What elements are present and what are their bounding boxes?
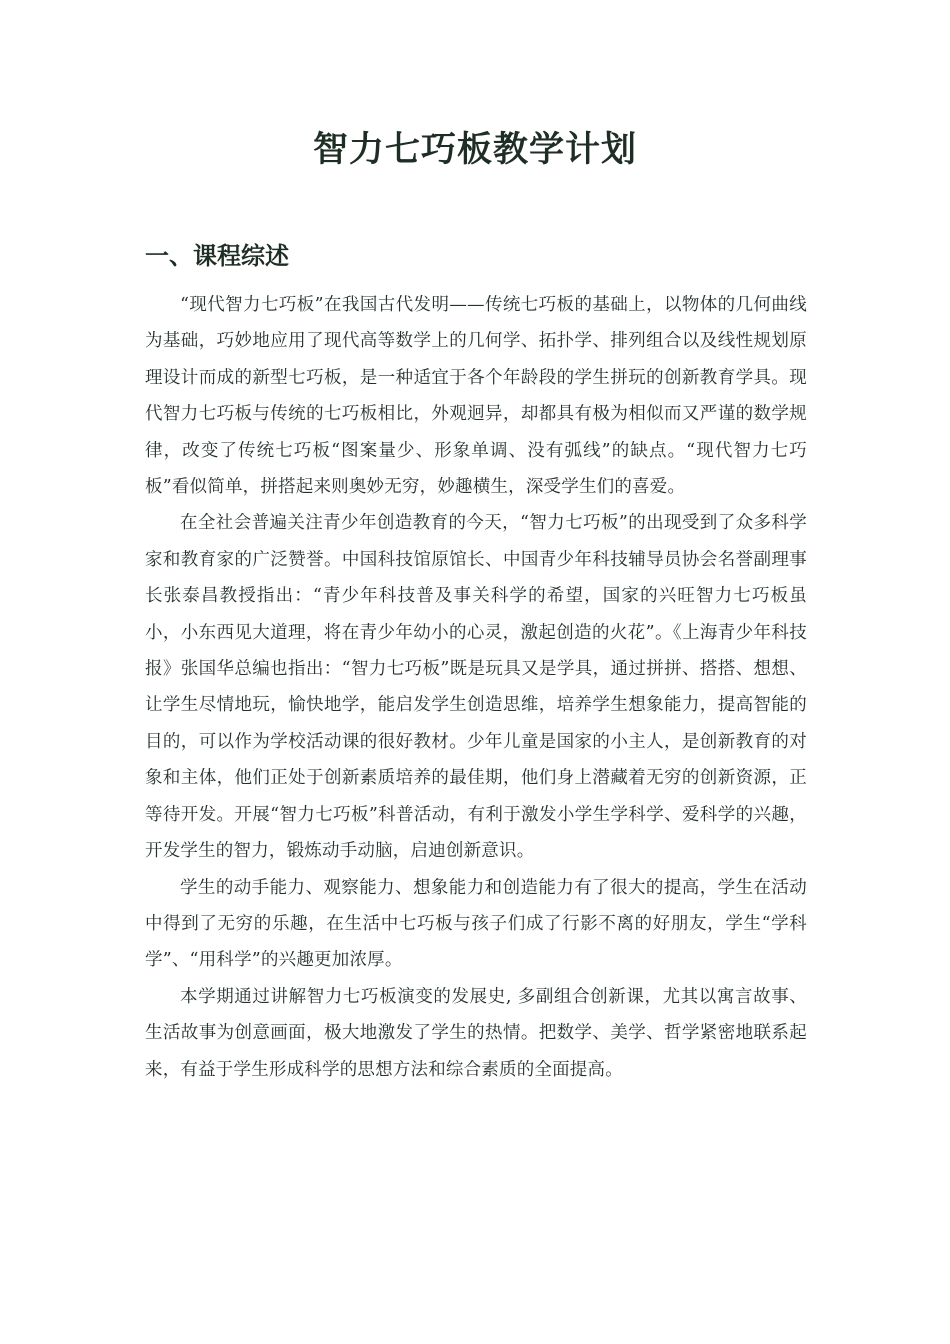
document-title: 智力七巧板教学计划 [312, 130, 637, 170]
paragraph-1: “现代智力七巧板”在我国古代发明——传统七巧板的基础上，以物体的几何曲线为基础，巧妙地应用了现代高等数学上的几何学、拓扑学、排列组合以及线性规划原理设计而成的新型七巧板，是一种适宜于各个年龄段的学生拼玩的创新教育学具。现代智力七巧板与传统的七巧板相比，外观迥异，却都具有极为相似而又严谨的数学规律，改变了传统七巧板“图案量少、形象单调、没有弧线”的缺点。“现代智力七巧板”看似简单，拼搭起来则奥妙无穷，妙趣横生，深受学生们的喜爱。 [145, 295, 807, 498]
section-body-overview [145, 287, 807, 1088]
paragraph-2: 在全社会普遍关注青少年创造教育的今天，“智力七巧板”的出现受到了众多科学家和教育家的广泛赞誉。中国科技馆原馆长、中国青少年科技辅导员协会名誉副理事长张泰昌教授指出：“青少年科技普及事关科学的希望，国家的兴旺智力七巧板虽小，小东西见大道理，将在青少年幼小的心灵，激起创造的火花”。《上海青少年科技报》张国华总编也指出：“智力七巧板”既是玩具又是学具，通过拼拼、搭搭、想想、让学生尽情地玩，愉快地学，能启发学生创造思维，培养学生想象能力，提高智能的目的，可以作为学校活动课的很好教材。少年儿童是国家的小主人，是创新教育的对象和主体，他们正处于创新素质培养的最佳期，他们身上潜藏着无穷的创新资源，正等待开发。开展“智力七巧板”科普活动，有利于激发小学生学科学、爱科学的兴趣，开发学生的智力，锻炼动手动脑，启迪创新意识。 [145, 513, 807, 862]
paragraph-3: 学生的动手能力、观察能力、想象能力和创造能力有了很大的提高，学生在活动中得到了无穷的乐趣，在生活中七巧板与孩子们成了行影不离的好朋友，学生“学科学”、“用科学”的兴趣更加浓厚。 [145, 877, 807, 971]
section-heading-overview: 一、课程综述 [145, 242, 289, 270]
paragraph-4: 本学期通过讲解智力七巧板演变的发展史, 多副组合创新课，尤其以寓言故事、生活故事为创意画面，极大地激发了学生的热情。把数学、美学、哲学紧密地联系起来，有益于学生形成科学的思想方法和综合素质的全面提高。 [145, 986, 807, 1080]
